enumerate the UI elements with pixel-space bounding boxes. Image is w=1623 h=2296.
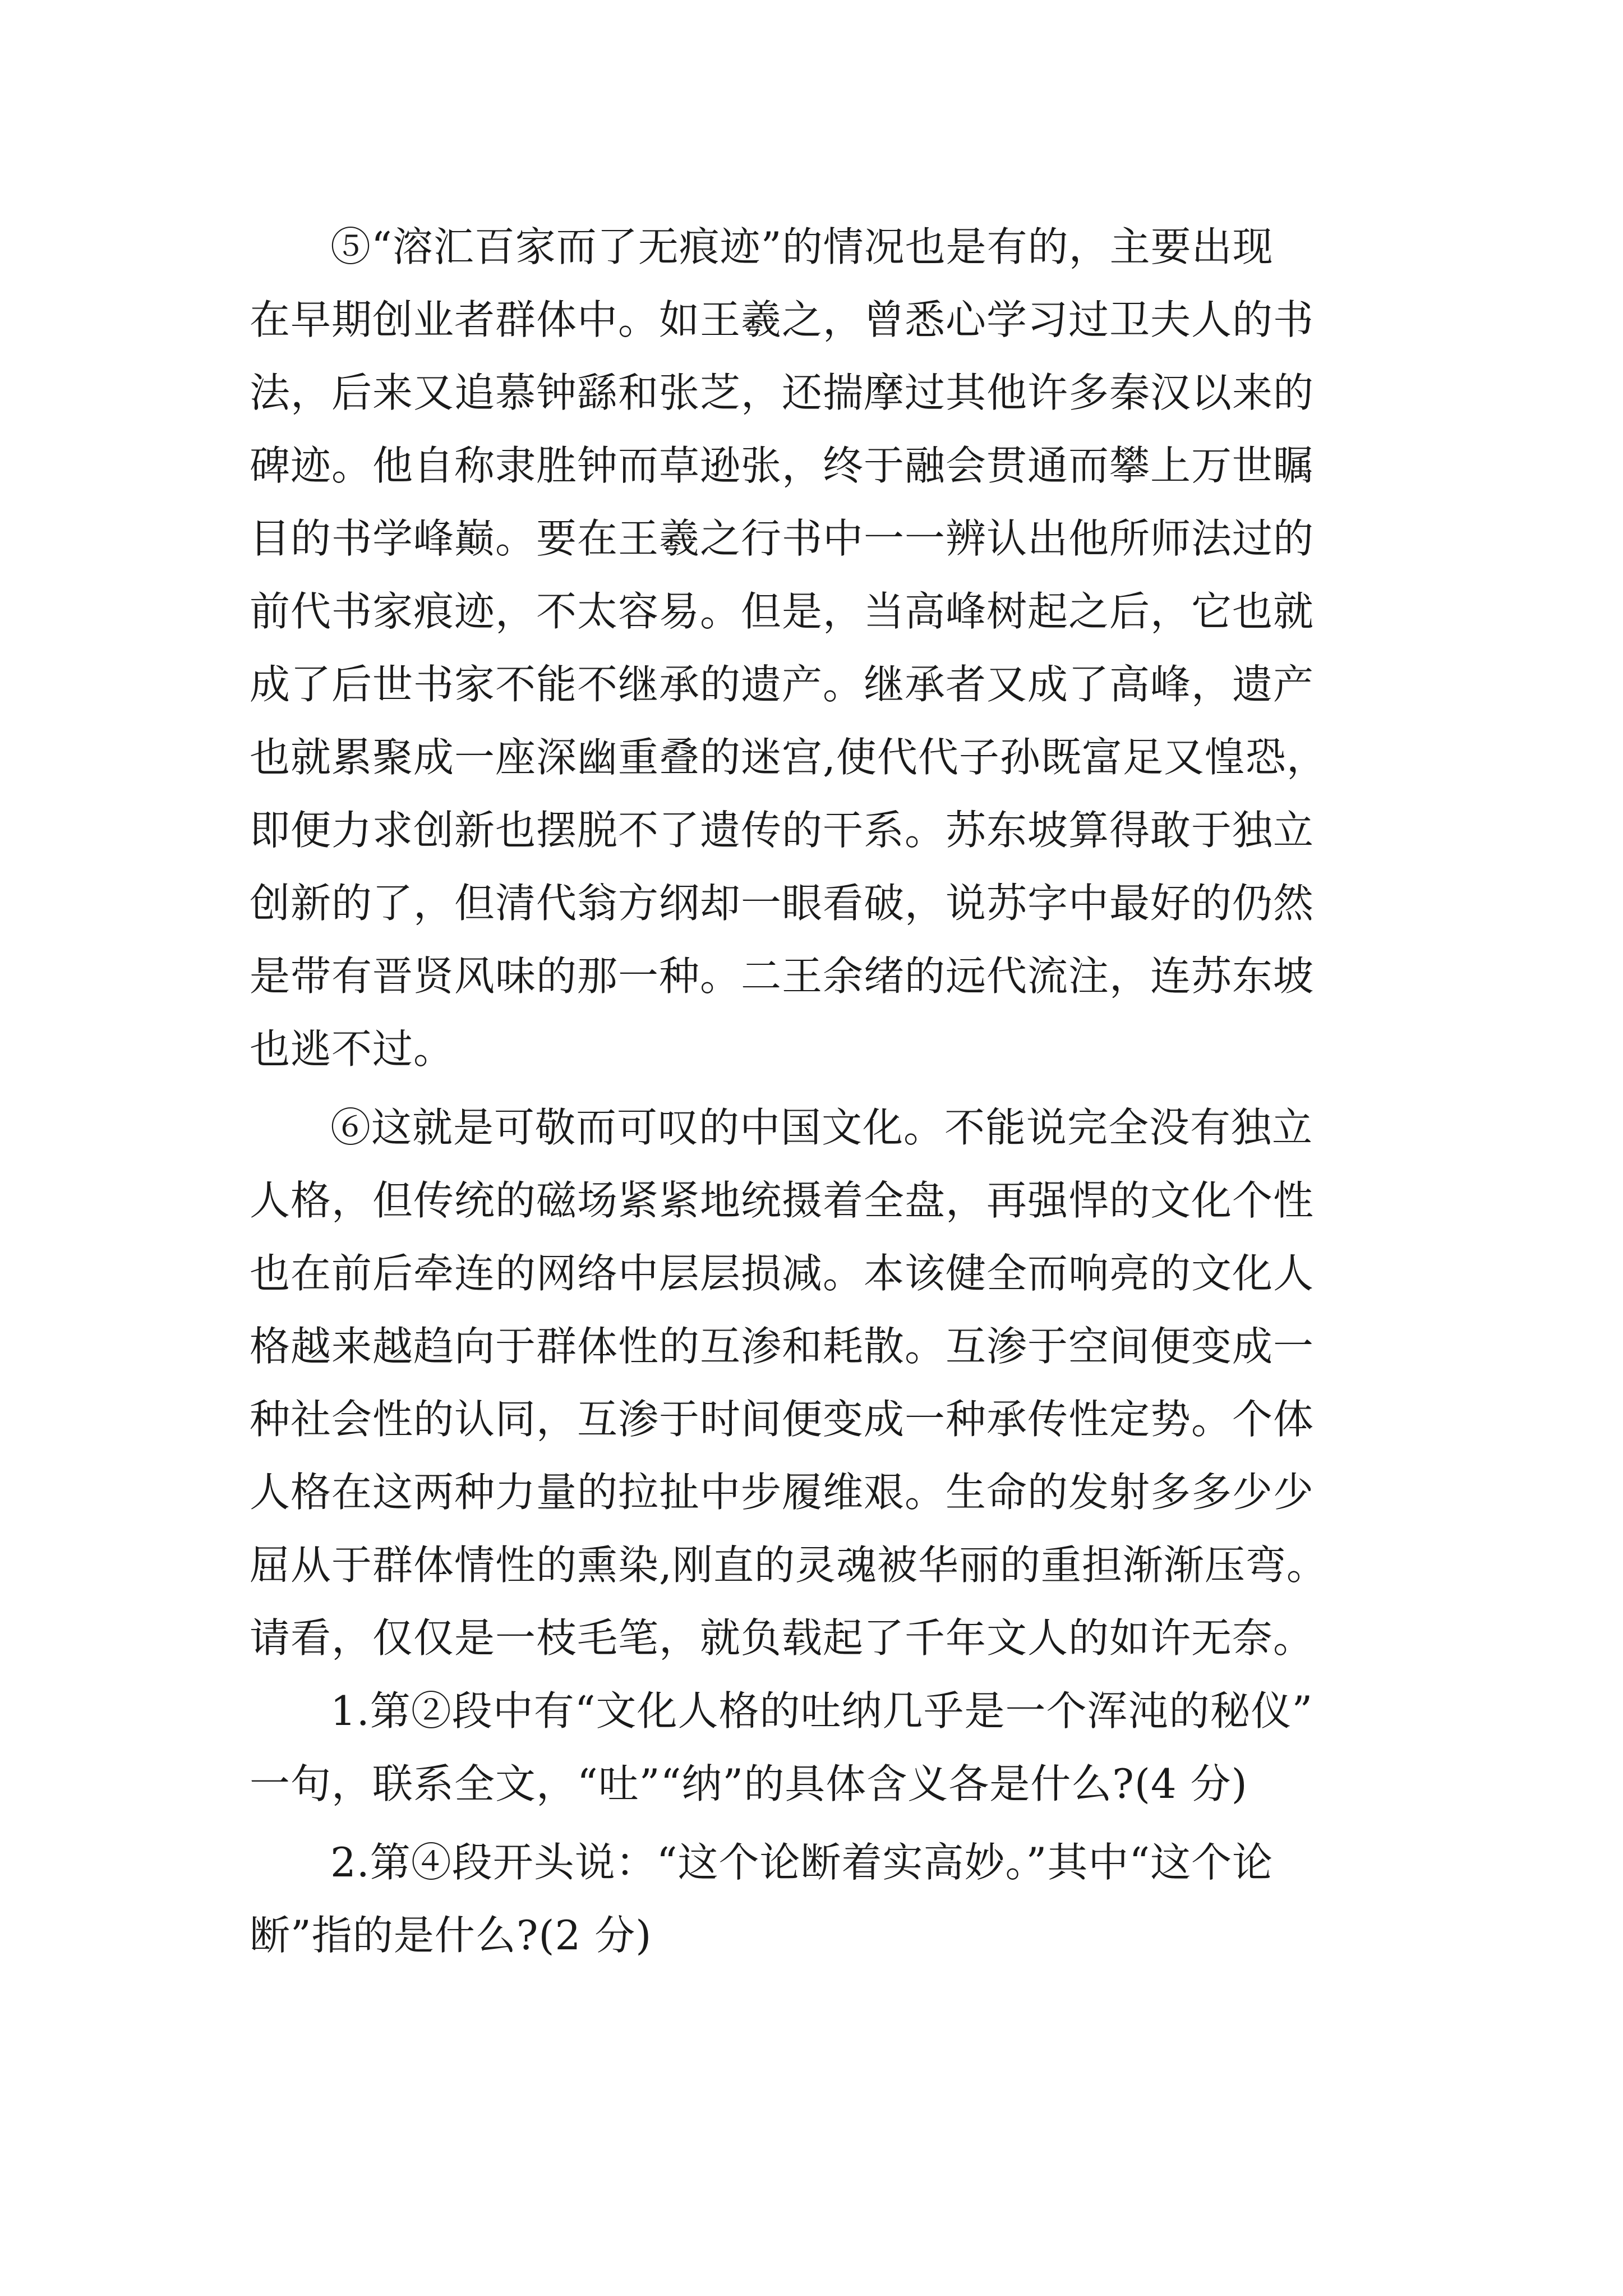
paragraph-6-line-6: 人格在这两种力量的拉扯中步履维艰。生命的发射多多少少	[250, 1469, 1315, 1516]
paragraph-5-line-12: 也逃不过。	[250, 1025, 455, 1073]
paragraph-6-line-7: 屈从于群体情性的熏染,刚直的灵魂被华丽的重担渐渐压弯。	[250, 1542, 1327, 1589]
question-1-line-1: 1.第②段中有“文化人格的吐纳几乎是一个浑沌的秘仪”	[330, 1687, 1313, 1734]
question-2-line-2: 断”指的是什么?(2 分)	[250, 1912, 652, 1959]
paragraph-5-line-9: 即便力求创新也摆脱不了遗传的干系。苏东坡算得敢于独立	[250, 807, 1315, 854]
paragraph-5-line-5: 目的书学峰巅。要在王羲之行书中一一辨认出他所师法过的	[250, 515, 1315, 562]
paragraph-5-line-11: 是带有晋贤风味的那一种。二王余绪的远代流注，连苏东坡	[250, 953, 1315, 1000]
paragraph-6-line-4: 格越来越趋向于群体性的互渗和耗散。互渗于空间便变成一	[250, 1323, 1315, 1370]
paragraph-5-line-1: ⑤“溶汇百家而了无痕迹”的情况也是有的，主要出现	[330, 223, 1274, 270]
paragraph-5-line-4: 碑迹。他自称隶胜钟而草逊张，终于融会贯通而攀上万世瞩	[250, 442, 1315, 489]
paragraph-6-line-3: 也在前后牵连的网络中层层损减。本该健全而响亮的文化人	[250, 1250, 1315, 1297]
paragraph-5-line-2: 在早期创业者群体中。如王羲之，曾悉心学习过卫夫人的书	[250, 296, 1315, 343]
question-1-line-2: 一句，联系全文，“吐”“纳”的具体含义各是什么?(4 分)	[250, 1760, 1248, 1807]
paragraph-5-line-8: 也就累聚成一座深幽重叠的迷宫,使代代子孙既富足又惶恐，	[250, 734, 1327, 781]
paragraph-5-line-10: 创新的了，但清代翁方纲却一眼看破，说苏字中最好的仍然	[250, 880, 1315, 927]
paragraph-6-line-1: ⑥这就是可敬而可叹的中国文化。不能说完全没有独立	[330, 1104, 1313, 1151]
paragraph-6-line-2: 人格，但传统的磁场紧紧地统摄着全盘，再强悍的文化个性	[250, 1177, 1315, 1224]
paragraph-5-line-3: 法，后来又追慕钟繇和张芝，还揣摩过其他许多秦汉以来的	[250, 369, 1315, 416]
paragraph-5-line-6: 前代书家痕迹，不太容易。但是，当高峰树起之后，它也就	[250, 588, 1315, 635]
question-2-line-1: 2.第④段开头说：“这个论断着实高妙。”其中“这个论	[330, 1839, 1274, 1886]
paragraph-6-line-5: 种社会性的认同，互渗于时间便变成一种承传性定势。个体	[250, 1396, 1315, 1443]
paragraph-6-line-8: 请看，仅仅是一枝毛笔，就负载起了千年文人的如许无奈。	[250, 1614, 1315, 1662]
paragraph-5-line-7: 成了后世书家不能不继承的遗产。继承者又成了高峰，遗产	[250, 661, 1315, 708]
